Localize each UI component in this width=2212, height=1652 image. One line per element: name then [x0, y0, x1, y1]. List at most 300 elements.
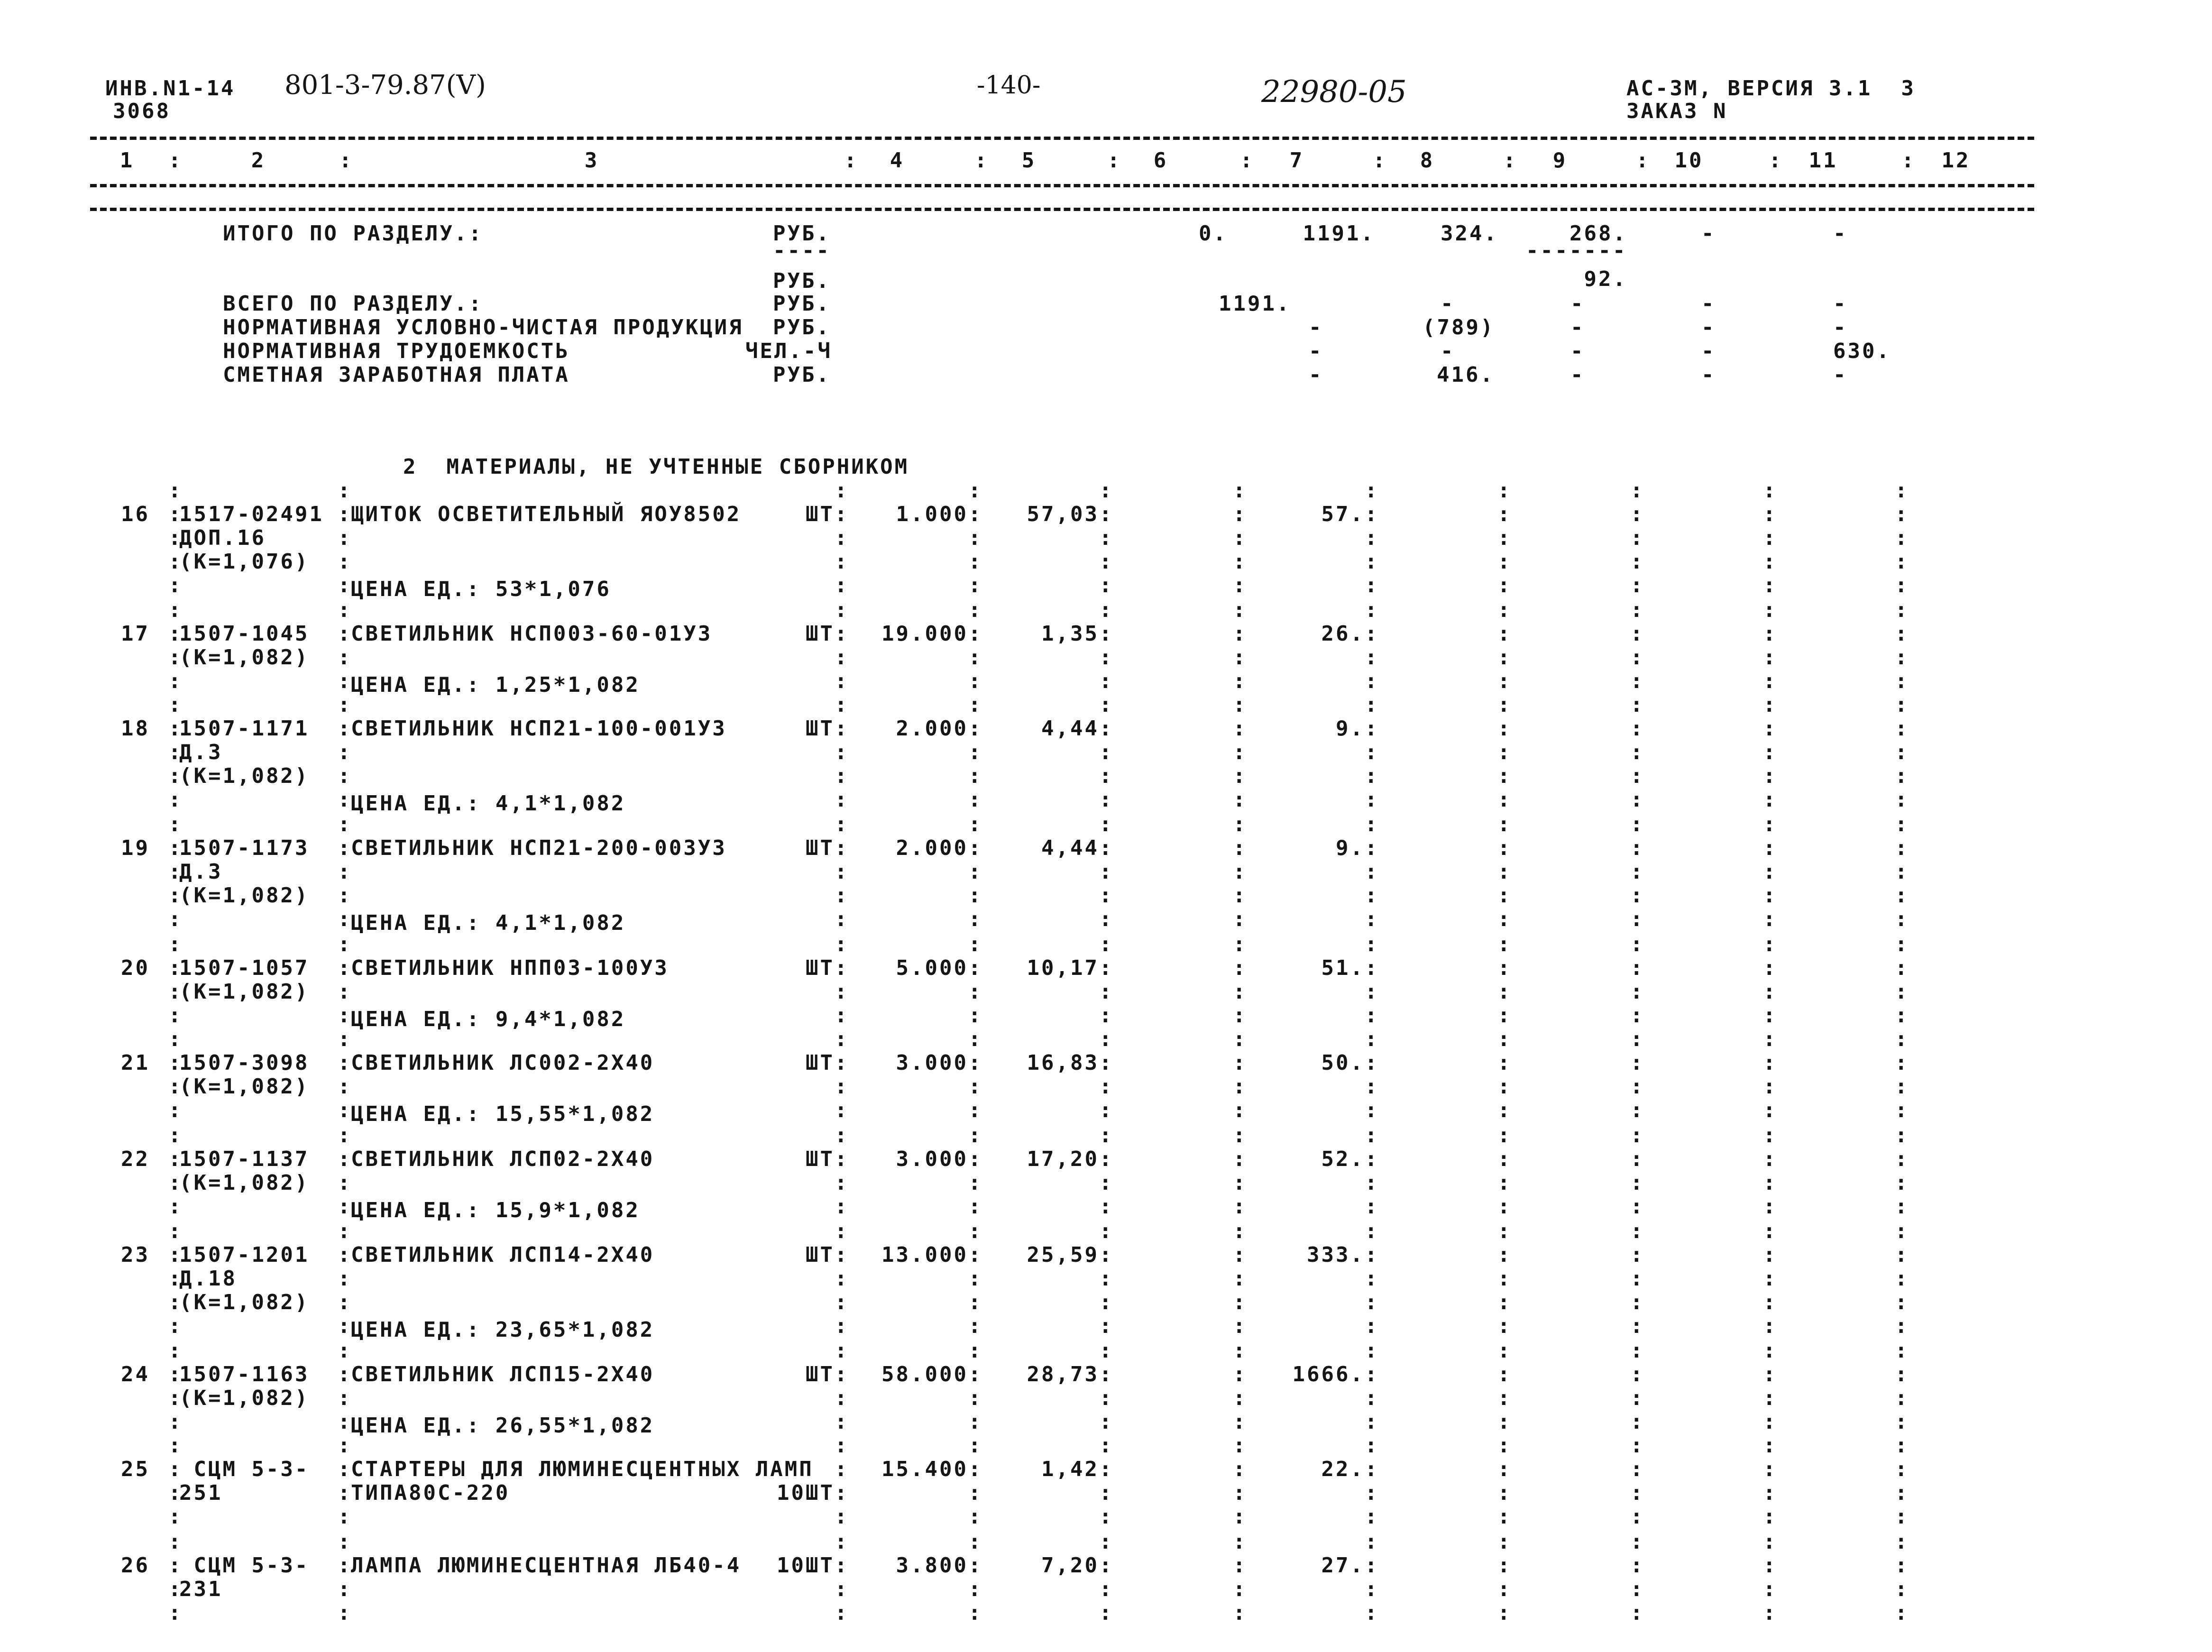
row-colon: :	[1895, 788, 1909, 812]
row-colon: :	[1497, 502, 1512, 526]
row-colon: :	[835, 1481, 849, 1505]
row-colon: :	[1763, 1433, 1778, 1458]
row-colon: :	[168, 1147, 183, 1171]
row-colon: :	[1895, 812, 1909, 836]
row-unit: ШТ	[806, 1051, 835, 1075]
row-colon: :	[1895, 860, 1909, 884]
itogo-col6: 0.	[1199, 221, 1228, 246]
row-quantity: 19.000	[881, 622, 968, 646]
row-colon: :	[1233, 1457, 1248, 1481]
row-colon: :	[835, 478, 849, 503]
row-colon: :	[1763, 1290, 1778, 1314]
row-colon: :	[1099, 693, 1114, 717]
row-colon: :	[168, 932, 183, 956]
row-colon: :	[1099, 1362, 1114, 1386]
itogo-col7: 1191.	[1303, 221, 1375, 246]
row-code: 1517-02491	[179, 502, 324, 526]
row-code: 1507-1057	[179, 956, 310, 980]
row-colon: :	[1365, 1433, 1379, 1458]
row-colon: :	[1895, 669, 1909, 693]
row-number: 25	[121, 1457, 150, 1481]
row-colon: :	[1365, 764, 1379, 788]
row-colon: :	[1630, 1003, 1645, 1028]
row-colon: :	[968, 1123, 983, 1147]
row-colon: :	[1895, 716, 1909, 741]
row-colon: :	[168, 1410, 183, 1434]
row-price-note: ЦЕНА ЕД.: 15,9*1,082	[351, 1198, 640, 1222]
row-colon: :	[1630, 1123, 1645, 1147]
row-colon: :	[835, 883, 849, 908]
row-colon: :	[1763, 716, 1778, 741]
row-colon: :	[835, 764, 849, 788]
row-colon: :	[968, 1601, 983, 1625]
row-quantity: 2.000	[896, 716, 968, 741]
row-colon: :	[1233, 669, 1248, 693]
row-colon: :	[968, 1290, 983, 1314]
zp-col8: 416.	[1437, 363, 1495, 387]
row-colon: :	[968, 1339, 983, 1363]
row-name: СВЕТИЛЬНИК ЛС002-2Х40	[351, 1051, 655, 1075]
row-quantity: 15.400	[881, 1457, 968, 1481]
row-colon: :	[1099, 956, 1114, 980]
row-colon: :	[1895, 1577, 1909, 1601]
row-colon: :	[1763, 1314, 1778, 1338]
row-colon: :	[968, 1386, 983, 1410]
row-colon: :	[1099, 1314, 1114, 1338]
row-colon: :	[1763, 1577, 1778, 1601]
row-quantity: 2.000	[896, 836, 968, 860]
row-colon: :	[835, 836, 849, 860]
row-colon: :	[338, 1051, 352, 1075]
row-colon: :	[835, 740, 849, 764]
row-price-note: ЦЕНА ЕД.: 4,1*1,082	[351, 911, 626, 935]
row-price: 7,20	[1041, 1553, 1099, 1578]
row-colon: :	[835, 1171, 849, 1195]
row-code: 1507-3098	[179, 1051, 310, 1075]
row-colon: :	[338, 812, 352, 836]
row-colon: :	[168, 956, 183, 980]
row-colon: :	[968, 669, 983, 693]
row-colon: :	[1099, 883, 1114, 908]
row-colon: :	[338, 1577, 352, 1601]
row-total: 57.	[1321, 502, 1365, 526]
column-separator-colon: :	[339, 148, 354, 173]
row-colon: :	[1233, 1530, 1248, 1554]
column-number: 12	[1941, 148, 1971, 173]
row-colon: :	[1365, 1601, 1379, 1625]
row-colon: :	[1099, 598, 1114, 622]
row-colon: :	[1099, 1339, 1114, 1363]
row-colon: :	[835, 1314, 849, 1338]
row-colon: :	[1365, 1505, 1379, 1529]
row-colon: :	[968, 1577, 983, 1601]
row-colon: :	[1630, 1267, 1645, 1291]
row-colon: :	[1233, 1433, 1248, 1458]
row-colon: :	[835, 1433, 849, 1458]
row-colon: :	[1763, 788, 1778, 812]
row-colon: :	[1895, 1386, 1909, 1410]
row-code: 1507-1173	[179, 836, 310, 860]
row-colon: :	[1365, 1290, 1379, 1314]
row-colon: :	[1233, 1362, 1248, 1386]
row-colon: :	[338, 716, 352, 741]
row-colon: :	[1365, 812, 1379, 836]
row-colon: :	[1763, 1481, 1778, 1505]
row-unit: 10ШТ	[777, 1481, 835, 1505]
zp-unit: РУБ.	[773, 363, 831, 387]
row-unit: ШТ	[806, 502, 835, 526]
row-colon: :	[968, 1074, 983, 1099]
row-colon: :	[835, 1386, 849, 1410]
nuchp-col11: -	[1833, 315, 1848, 340]
row-colon: :	[1630, 1505, 1645, 1529]
row-colon: :	[1895, 526, 1909, 550]
row-colon: :	[968, 860, 983, 884]
row-colon: :	[1895, 1339, 1909, 1363]
row-colon: :	[168, 1003, 183, 1028]
row-colon: :	[1763, 550, 1778, 574]
row-colon: :	[1233, 764, 1248, 788]
row-colon: :	[835, 1267, 849, 1291]
row-colon: :	[1099, 1171, 1114, 1195]
row-colon: :	[1763, 478, 1778, 503]
row-colon: :	[835, 1362, 849, 1386]
row-unit: 10ШТ	[777, 1553, 835, 1578]
trud-col9: -	[1570, 339, 1585, 363]
itogo-unit: РУБ.	[773, 221, 831, 246]
row-colon: :	[968, 1219, 983, 1243]
row-colon: :	[968, 550, 983, 574]
row-colon: :	[1630, 1290, 1645, 1314]
row-colon: :	[1233, 1601, 1248, 1625]
row-number: 24	[121, 1362, 150, 1386]
row-code: Д.3	[179, 740, 223, 764]
row-colon: :	[1497, 478, 1512, 503]
row-colon: :	[1233, 860, 1248, 884]
row-colon: :	[1763, 1267, 1778, 1291]
row-colon: :	[1630, 883, 1645, 908]
row-colon: :	[338, 788, 352, 812]
row-colon: :	[1630, 598, 1645, 622]
zp-col7: -	[1309, 363, 1323, 387]
row-colon: :	[168, 1171, 183, 1195]
row-colon: :	[1233, 980, 1248, 1004]
row-price-note: ЦЕНА ЕД.: 1,25*1,082	[351, 673, 640, 697]
row-colon: :	[968, 907, 983, 931]
trud-col8: -	[1441, 339, 1455, 363]
row-colon: :	[1099, 932, 1114, 956]
row-colon: :	[338, 622, 352, 646]
row-colon: :	[1365, 788, 1379, 812]
row-code: СЦМ 5-3-	[179, 1457, 310, 1481]
row-colon: :	[1099, 1267, 1114, 1291]
row-colon: :	[168, 883, 183, 908]
row-colon: :	[1630, 1386, 1645, 1410]
row-colon: :	[1763, 907, 1778, 931]
row-colon: :	[1099, 1457, 1114, 1481]
column-number: 2	[251, 148, 266, 173]
row-colon: :	[1630, 550, 1645, 574]
row-colon: :	[168, 1051, 183, 1075]
row-code: 1507-1201	[179, 1243, 310, 1267]
row-colon: :	[1099, 716, 1114, 741]
row-quantity: 3.000	[896, 1051, 968, 1075]
row-colon: :	[1099, 860, 1114, 884]
row-colon: :	[1365, 1051, 1379, 1075]
row-colon: :	[338, 1433, 352, 1458]
row-colon: :	[1497, 1098, 1512, 1122]
row-colon: :	[968, 1553, 983, 1578]
row-colon: :	[1497, 1457, 1512, 1481]
row-colon: :	[1763, 502, 1778, 526]
row-colon: :	[338, 645, 352, 670]
system-version: АС-3М, ВЕРСИЯ 3.1 3	[1626, 76, 1916, 101]
row-colon: :	[968, 1098, 983, 1122]
row-colon: :	[168, 1433, 183, 1458]
row-price: 10,17	[1027, 956, 1099, 980]
row-colon: :	[338, 1314, 352, 1338]
row-colon: :	[1763, 980, 1778, 1004]
row-colon: :	[1099, 1290, 1114, 1314]
row-colon: :	[1630, 526, 1645, 550]
row-number: 19	[121, 836, 150, 860]
column-number: 3	[584, 148, 599, 173]
row-colon: :	[168, 836, 183, 860]
row-code: 1507-1163	[179, 1362, 310, 1386]
row-colon: :	[1233, 1505, 1248, 1529]
row-colon: :	[1365, 1267, 1379, 1291]
row-code: Д.3	[179, 860, 223, 884]
row-colon: :	[1497, 1601, 1512, 1625]
row-colon: :	[968, 1433, 983, 1458]
row-colon: :	[1630, 716, 1645, 741]
row-colon: :	[1763, 883, 1778, 908]
row-price-note: ЦЕНА ЕД.: 53*1,076	[351, 577, 611, 601]
row-colon: :	[1630, 1553, 1645, 1578]
row-colon: :	[338, 1290, 352, 1314]
row-colon: :	[1365, 1481, 1379, 1505]
itogo-underline: ----	[773, 239, 831, 263]
row-price-note: ЦЕНА ЕД.: 26,55*1,082	[351, 1413, 655, 1438]
row-colon: :	[168, 622, 183, 646]
row-colon: :	[1895, 502, 1909, 526]
row-name: СВЕТИЛЬНИК НСП21-100-001У3	[351, 716, 727, 741]
row-number: 18	[121, 716, 150, 741]
row-colon: :	[338, 1339, 352, 1363]
row-price: 1,35	[1041, 622, 1099, 646]
row-colon: :	[1233, 1553, 1248, 1578]
row-colon: :	[968, 1027, 983, 1051]
row-colon: :	[835, 1601, 849, 1625]
itogo-col9-underline: -------	[1526, 239, 1627, 263]
row-colon: :	[1630, 1051, 1645, 1075]
trud-col10: -	[1701, 339, 1716, 363]
row-colon: :	[1630, 812, 1645, 836]
row-colon: :	[168, 860, 183, 884]
row-colon: :	[1630, 573, 1645, 597]
row-colon: :	[168, 716, 183, 741]
row-colon: :	[1099, 1410, 1114, 1434]
row-name: СВЕТИЛЬНИК ЛСП15-2Х40	[351, 1362, 655, 1386]
row-colon: :	[338, 980, 352, 1004]
row-colon: :	[968, 1003, 983, 1028]
row-colon: :	[338, 693, 352, 717]
row-colon: :	[968, 1051, 983, 1075]
row-colon: :	[968, 1410, 983, 1434]
row-colon: :	[968, 598, 983, 622]
row-code: (К=1,076)	[179, 550, 310, 574]
row-colon: :	[1895, 1123, 1909, 1147]
row-colon: :	[1497, 980, 1512, 1004]
row-colon: :	[1099, 573, 1114, 597]
row-colon: :	[1233, 1267, 1248, 1291]
row-colon: :	[835, 1577, 849, 1601]
row-colon: :	[1497, 860, 1512, 884]
row-colon: :	[968, 1530, 983, 1554]
row-colon: :	[338, 883, 352, 908]
row-colon: :	[1233, 956, 1248, 980]
column-separator-colon: :	[1636, 148, 1651, 173]
row-price: 25,59	[1027, 1243, 1099, 1267]
row-colon: :	[1365, 1577, 1379, 1601]
row-total: 27.	[1321, 1553, 1365, 1578]
row-colon: :	[1763, 1457, 1778, 1481]
row-colon: :	[1233, 1171, 1248, 1195]
row-colon: :	[835, 598, 849, 622]
row-price: 4,44	[1041, 836, 1099, 860]
row-colon: :	[835, 932, 849, 956]
rub-unit: РУБ.	[773, 269, 831, 293]
row-colon: :	[168, 1074, 183, 1099]
row-colon: :	[1763, 812, 1778, 836]
row-colon: :	[1099, 1219, 1114, 1243]
column-separator-colon: :	[1373, 148, 1387, 173]
row-colon: :	[1497, 1003, 1512, 1028]
row-colon: :	[1365, 740, 1379, 764]
row-colon: :	[1099, 550, 1114, 574]
row-colon: :	[1497, 1553, 1512, 1578]
row-colon: :	[835, 1147, 849, 1171]
row-code: Д.18	[179, 1267, 237, 1291]
row-colon: :	[168, 1530, 183, 1554]
row-number: 17	[121, 622, 150, 646]
row-colon: :	[1630, 645, 1645, 670]
row-colon: :	[1630, 1410, 1645, 1434]
row-colon: :	[168, 1194, 183, 1219]
separator-bottom	[90, 208, 2034, 211]
row-colon: :	[338, 1147, 352, 1171]
row-colon: :	[168, 1362, 183, 1386]
nuchp-col7: -	[1309, 315, 1323, 340]
row-colon: :	[1763, 526, 1778, 550]
row-colon: :	[1895, 1553, 1909, 1578]
row-colon: :	[1630, 907, 1645, 931]
row-colon: :	[1630, 693, 1645, 717]
row-colon: :	[968, 836, 983, 860]
row-colon: :	[835, 907, 849, 931]
row-colon: :	[338, 1505, 352, 1529]
row-code: (К=1,082)	[179, 1290, 310, 1314]
row-total: 51.	[1321, 956, 1365, 980]
row-colon: :	[1630, 669, 1645, 693]
row-colon: :	[338, 478, 352, 503]
inventory-code: 3068	[113, 99, 171, 123]
row-colon: :	[1099, 1386, 1114, 1410]
row-colon: :	[1497, 693, 1512, 717]
row-unit: ШТ	[806, 836, 835, 860]
row-colon: :	[1497, 1123, 1512, 1147]
row-colon: :	[168, 598, 183, 622]
row-colon: :	[338, 907, 352, 931]
row-colon: :	[1630, 1194, 1645, 1219]
row-colon: :	[835, 1339, 849, 1363]
row-colon: :	[1365, 1171, 1379, 1195]
row-colon: :	[1895, 1243, 1909, 1267]
row-colon: :	[1233, 1219, 1248, 1243]
itogo-col11: -	[1833, 221, 1848, 246]
row-colon: :	[1365, 1314, 1379, 1338]
row-colon: :	[1895, 1003, 1909, 1028]
row-colon: :	[835, 693, 849, 717]
row-colon: :	[338, 1457, 352, 1481]
row-colon: :	[835, 1098, 849, 1122]
row-colon: :	[1763, 860, 1778, 884]
row-colon: :	[1630, 502, 1645, 526]
row-colon: :	[1630, 980, 1645, 1004]
row-colon: :	[168, 1339, 183, 1363]
row-colon: :	[1895, 622, 1909, 646]
vsego-col8: -	[1441, 292, 1455, 316]
row-colon: :	[1497, 1481, 1512, 1505]
row-colon: :	[968, 1171, 983, 1195]
row-colon: :	[1365, 980, 1379, 1004]
row-colon: :	[968, 812, 983, 836]
row-colon: :	[1497, 1267, 1512, 1291]
row-colon: :	[835, 1553, 849, 1578]
row-colon: :	[1233, 932, 1248, 956]
row-colon: :	[168, 1027, 183, 1051]
row-colon: :	[168, 1290, 183, 1314]
nuchp-label: НОРМАТИВНАЯ УСЛОВНО-ЧИСТАЯ ПРОДУКЦИЯ	[223, 315, 743, 340]
row-colon: :	[1365, 907, 1379, 931]
row-name: СВЕТИЛЬНИК НСП21-200-003У3	[351, 836, 727, 860]
row-colon: :	[1365, 1410, 1379, 1434]
row-unit: ШТ	[806, 622, 835, 646]
row-total: 9.	[1336, 716, 1365, 741]
row-colon: :	[1497, 1410, 1512, 1434]
row-colon: :	[1497, 598, 1512, 622]
row-colon: :	[1099, 1123, 1114, 1147]
row-colon: :	[168, 693, 183, 717]
row-colon: :	[1233, 1147, 1248, 1171]
row-colon: :	[338, 1171, 352, 1195]
row-colon: :	[1497, 550, 1512, 574]
row-colon: :	[1099, 645, 1114, 670]
row-colon: :	[968, 622, 983, 646]
section-title: 2 МАТЕРИАЛЫ, НЕ УЧТЕННЫЕ СБОРНИКОМ	[403, 455, 909, 479]
column-number: 10	[1674, 148, 1704, 173]
row-colon: :	[1497, 526, 1512, 550]
row-colon: :	[1630, 1243, 1645, 1267]
row-colon: :	[1630, 932, 1645, 956]
row-colon: :	[1099, 669, 1114, 693]
row-price-note: ЦЕНА ЕД.: 15,55*1,082	[351, 1102, 655, 1126]
zp-col9: -	[1570, 363, 1585, 387]
itogo-col9: 268.	[1570, 221, 1627, 246]
vsego-col7: 1191.	[1219, 292, 1291, 316]
vsego-col11: -	[1833, 292, 1848, 316]
row-colon: :	[1497, 883, 1512, 908]
